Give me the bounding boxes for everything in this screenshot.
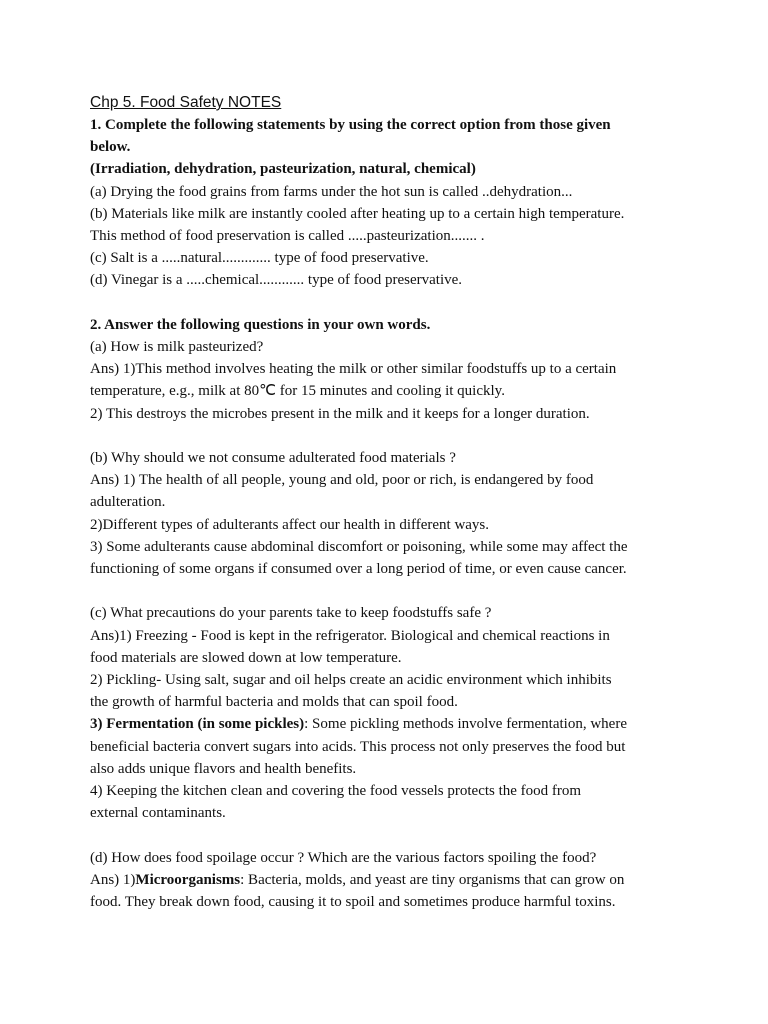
q2c-question: (c) What precautions do your parents take to keep foodstuffs safe ? <box>90 605 492 622</box>
q2c-answer-1-line-1: Ans)1) Freezing - Food is kept in the refrigerator. Biological and chemical reactions in <box>90 627 610 644</box>
q2d-answer-prefix: Ans) 1) <box>90 871 136 888</box>
q2b-question: (b) Why should we not consume adulterated food materials ? <box>90 450 456 467</box>
q1-statement-c: (c) Salt is a .....natural............. type of food preservative. <box>90 250 429 267</box>
notes-body <box>90 93 690 913</box>
page-title: Chp 5. Food Safety NOTES <box>90 94 282 111</box>
q2c-answer-3-line-1 <box>90 713 690 735</box>
q2d-answer-text: : Bacteria, molds, and yeast are tiny organisms that can grow on <box>240 871 625 888</box>
q2d-question: (d) How does food spoilage occur ? Which are the various factors spoiling the food? <box>90 849 597 866</box>
q2-heading: 2. Answer the following questions in your own words. <box>90 316 431 333</box>
q2c-answer-1-line-2: food materials are slowed down at low temperature. <box>90 649 402 666</box>
spacer <box>90 580 690 602</box>
question-2-section <box>90 314 690 913</box>
q2a-answer-2: 2) This destroys the microbes present in the milk and it keeps for a longer duration. <box>90 405 590 422</box>
q2d-answer-bold: Microorganisms <box>135 871 241 888</box>
q2b-answer-1-line-2: adulteration. <box>90 494 166 511</box>
q2a-answer-1-line-2: temperature, e.g., milk at 80℃ for 15 minutes and cooling it quickly. <box>90 383 505 400</box>
q2c-answer-3-text: : Some pickling methods involve fermentation, where <box>304 716 627 733</box>
q2d-answer-1-line-1 <box>90 869 690 891</box>
q2d-answer-1-line-2: food. They break down food, causing it to spoil and sometimes produce harmful toxins. <box>90 894 616 911</box>
q2c-answer-2-line-1: 2) Pickling- Using salt, sugar and oil helps create an acidic environment which inhibits <box>90 672 612 689</box>
q2c-answer-3-line-2: beneficial bacteria convert sugars into acids. This process not only preserves the food but <box>90 738 626 755</box>
q1-options: (Irradiation, dehydration, pasteurization, natural, chemical) <box>90 161 476 178</box>
q2a-question: (a) How is milk pasteurized? <box>90 339 264 356</box>
q2c-answer-2-line-2: the growth of harmful bacteria and molds that can spoil food. <box>90 694 458 711</box>
q2a-block <box>90 336 690 425</box>
q2d-block <box>90 847 690 914</box>
q2c-answer-4-line-1: 4) Keeping the kitchen clean and covering the food vessels protects the food from <box>90 783 582 800</box>
q2b-block <box>90 447 690 580</box>
q2c-answer-3-bold: 3) Fermentation (in some pickles) <box>90 716 305 733</box>
q2a-answer-1-line-1: Ans) 1)This method involves heating the milk or other similar foodstuffs up to a certain <box>90 361 617 378</box>
q2b-answer-3-line-2: functioning of some organs if consumed over a long period of time, or even cause cancer. <box>90 561 627 578</box>
q2c-answer-4-line-2: external contaminants. <box>90 805 226 822</box>
q1-statement-b-line-2: This method of food preservation is called .....pasteurization....... . <box>90 228 485 245</box>
q2b-answer-2: 2)Different types of adulterants affect our health in different ways. <box>90 516 490 533</box>
q1-heading-line-1: 1. Complete the following statements by using the correct option from those given <box>90 117 611 133</box>
question-1-section <box>90 114 690 292</box>
q1-heading-line-2: below. <box>90 139 131 156</box>
q2c-block <box>90 602 690 824</box>
q1-statement-a: (a) Drying the food grains from farms under the hot sun is called ..dehydration... <box>90 183 573 200</box>
spacer <box>90 425 690 447</box>
q1-statement-d: (d) Vinegar is a .....chemical............ type of food preservative. <box>90 272 463 289</box>
q1-statement-b-line-1: (b) Materials like milk are instantly cooled after heating up to a certain high temperature. <box>90 205 625 222</box>
spacer <box>90 292 690 314</box>
spacer <box>90 824 690 846</box>
q2b-answer-3-line-1: 3) Some adulterants cause abdominal discomfort or poisoning, while some may affect the <box>90 538 628 555</box>
q2b-answer-1-line-1: Ans) 1) The health of all people, young and old, poor or rich, is endangered by food <box>90 472 594 489</box>
q2c-answer-3-line-3: also adds unique flavors and health benefits. <box>90 760 357 777</box>
